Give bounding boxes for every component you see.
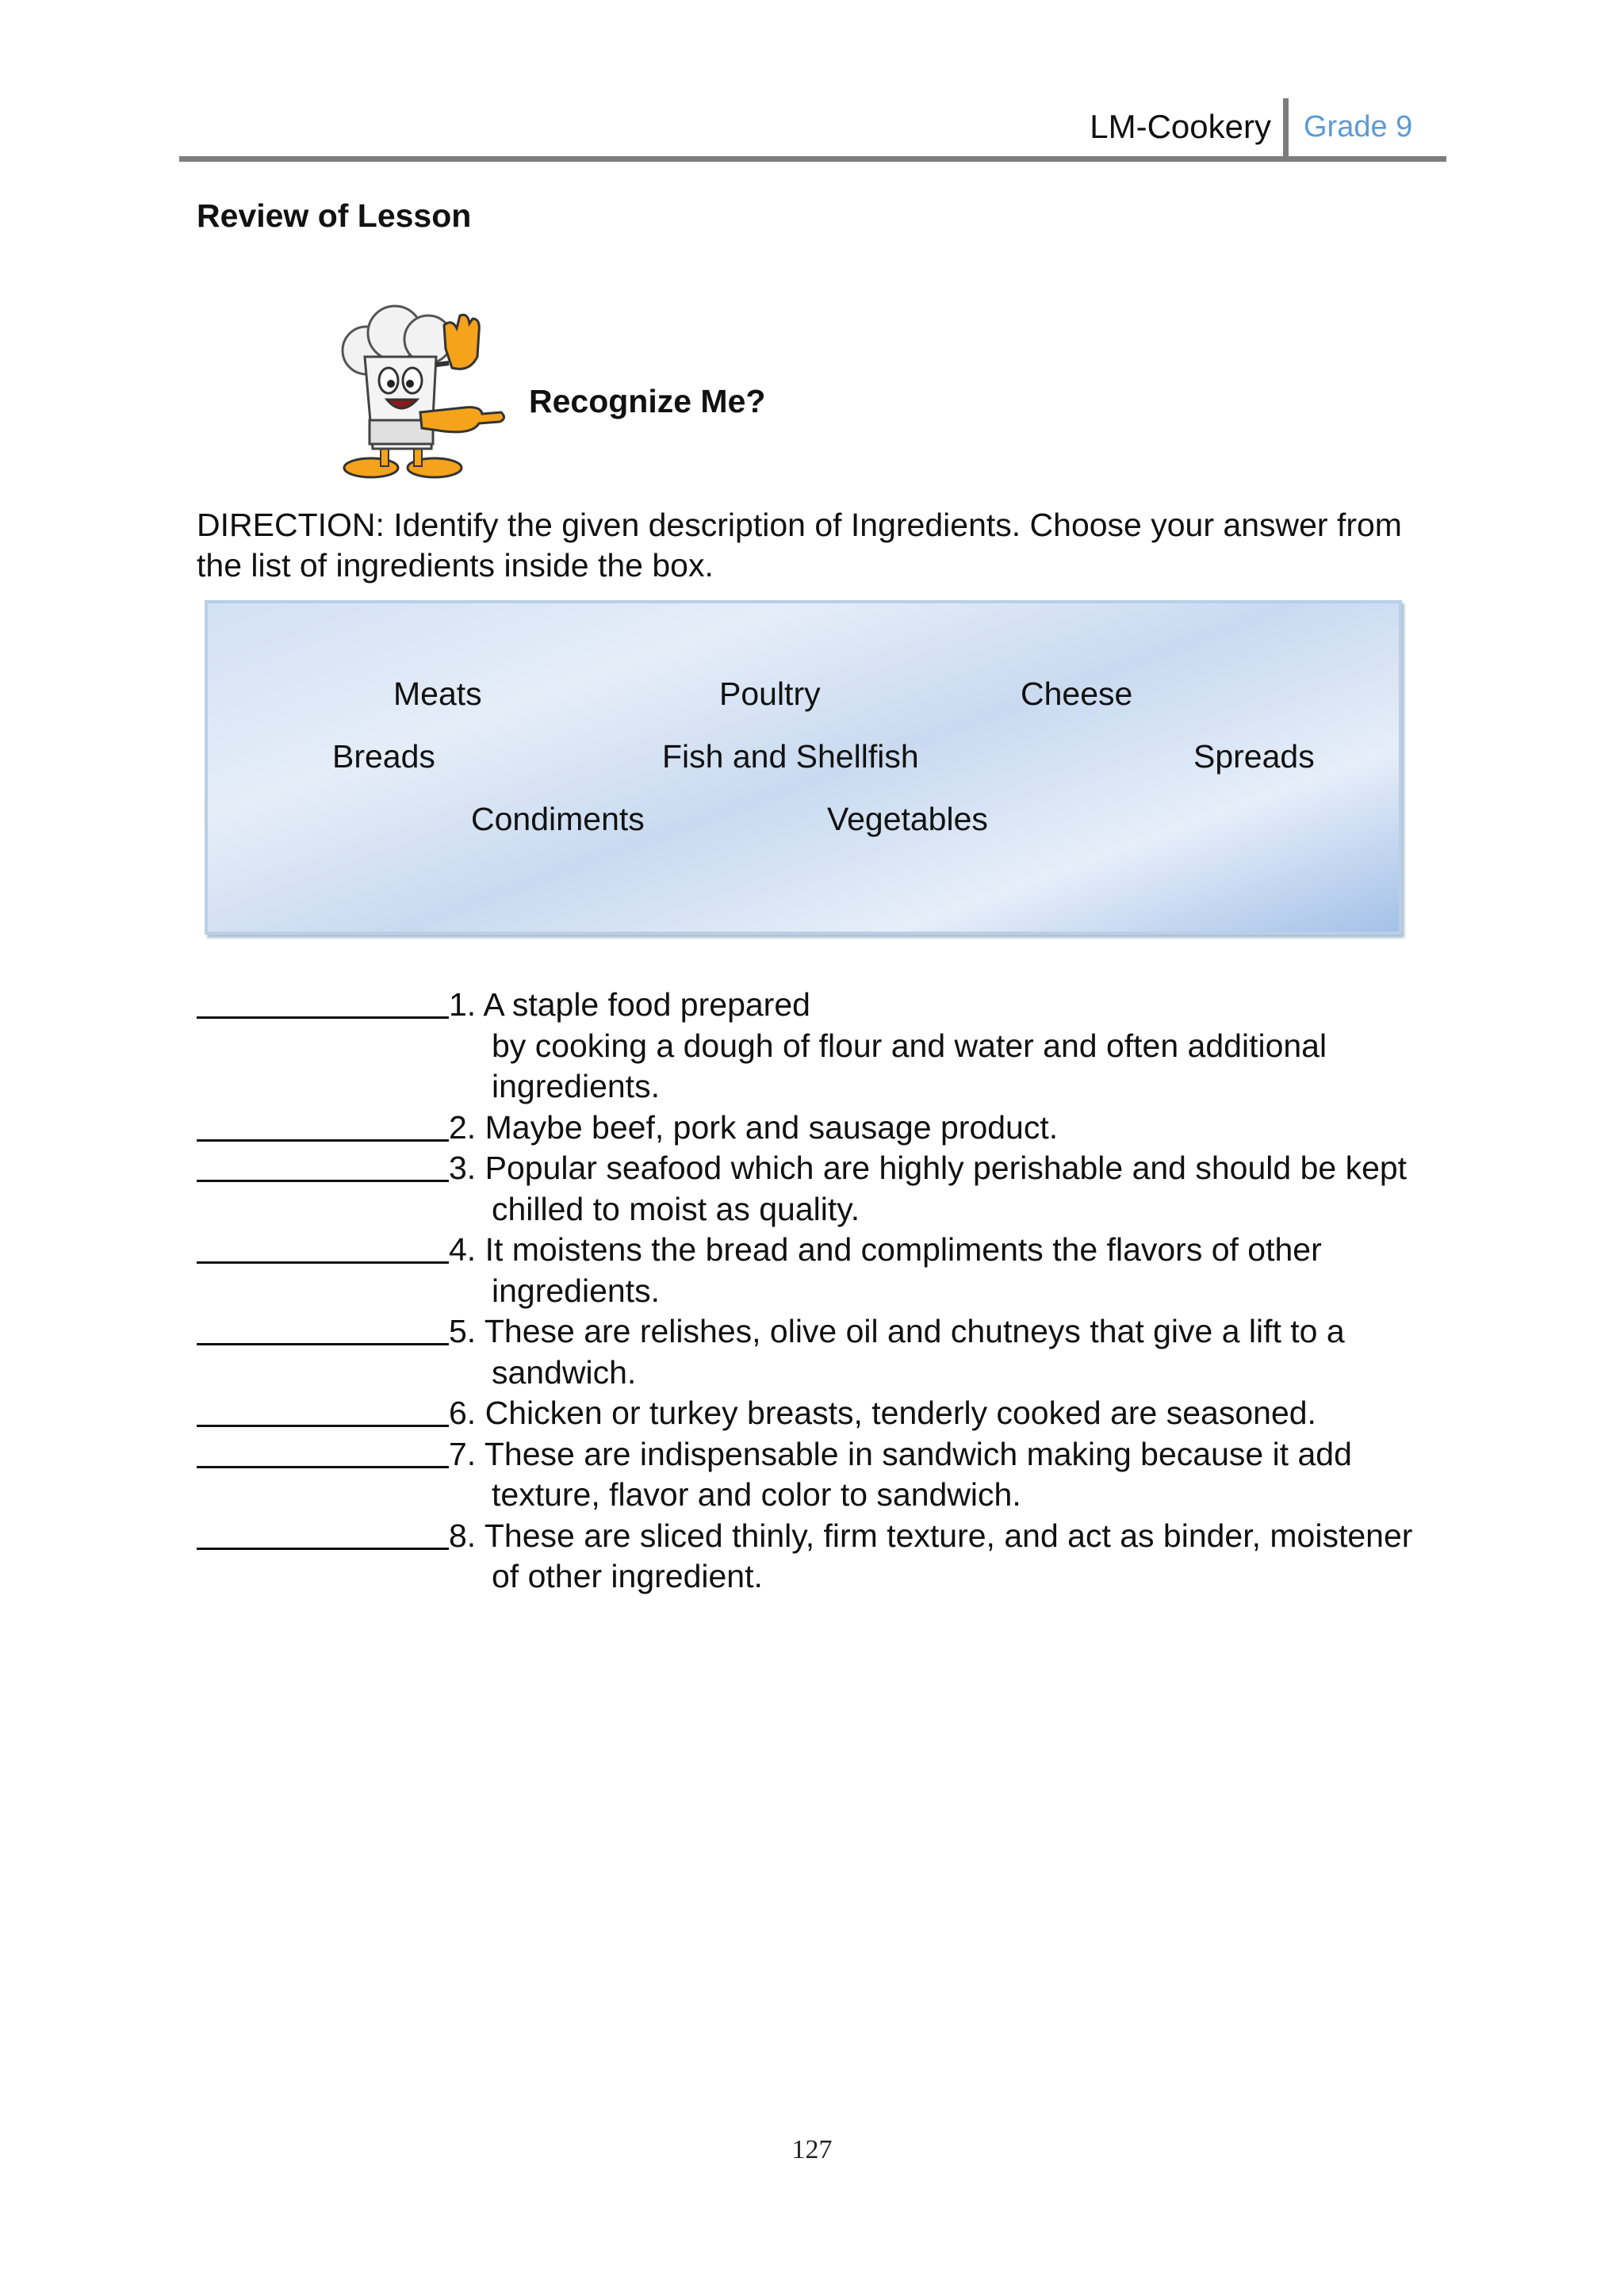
answer-blank[interactable] [197,1516,449,1550]
word-cheese: Cheese [1021,675,1133,712]
question-text: sandwich. [492,1353,637,1391]
question-text: Chicken or turkey breasts, tenderly cooked are seasoned. [485,1395,1316,1431]
answer-blank[interactable] [197,1393,449,1427]
direction-text: DIRECTION: Identify the given description of Ingredients. Choose your answer from the list of ingredients inside the box. [197,507,1402,584]
question-item [197,1148,1465,1230]
answer-blank[interactable] [197,1434,449,1468]
question-item [197,1311,1465,1393]
question-text: ingredients. [492,1272,660,1309]
question-text: Popular seafood which are highly perishable and should be kept [485,1150,1408,1186]
question-number: 4. [449,1231,477,1268]
header-grade: Grade 9 [1304,110,1413,144]
question-text: These are relishes, olive oil and chutneys that give a lift to a [484,1313,1345,1349]
word-meats: Meats [393,675,482,712]
question-item [197,1516,1465,1598]
question-text: These are sliced thinly, firm texture, and act as binder, moistener [484,1517,1413,1554]
activity-title: Recognize Me? [529,383,766,419]
question-text: A staple food prepared [483,986,810,1023]
question-text: These are indispensable in sandwich making because it add [484,1435,1352,1472]
question-number: 2. [449,1108,477,1146]
page-number: 127 [791,2135,833,2164]
question-number: 6. [449,1395,477,1431]
answer-blank[interactable] [197,1230,449,1264]
question-text: of other ingredient. [492,1558,763,1594]
header-subject: LM-Cookery [1090,108,1271,145]
word-spreads: Spreads [1193,738,1315,775]
answer-blank[interactable] [197,985,449,1019]
answer-blank[interactable] [197,1148,449,1182]
word-condiments: Condiments [471,801,645,837]
question-text: texture, flavor and color to sandwich. [492,1476,1021,1513]
question-text: Maybe beef, pork and sausage product. [485,1108,1059,1146]
question-text: ingredients. [492,1068,660,1104]
question-text: chilled to moist as quality. [492,1190,860,1227]
question-number: 1. [449,986,477,1023]
question-text: It moistens the bread and compliments the flavors of other [485,1231,1322,1268]
word-fish-and-shellfish: Fish and Shellfish [662,738,919,775]
question-item [197,985,1465,1108]
word-vegetables: Vegetables [827,801,988,837]
header-rule [179,156,1446,162]
question-number: 7. [449,1435,477,1472]
questions-list [197,985,1465,1598]
question-item [197,1393,1465,1434]
chef-hat-mascot-icon [325,301,509,485]
question-text: by cooking a dough of flour and water and often additional [492,1027,1327,1064]
question-number: 8. [449,1517,477,1554]
word-poultry: Poultry [719,675,821,712]
word-breads: Breads [332,738,435,775]
question-number: 3. [449,1150,477,1186]
question-item [197,1434,1465,1516]
section-title: Review of Lesson [197,197,472,234]
header-divider [1283,98,1289,159]
question-number: 5. [449,1313,477,1349]
question-item [197,1108,1465,1149]
answer-blank[interactable] [197,1108,449,1142]
answer-blank[interactable] [197,1311,449,1345]
question-item [197,1230,1465,1311]
